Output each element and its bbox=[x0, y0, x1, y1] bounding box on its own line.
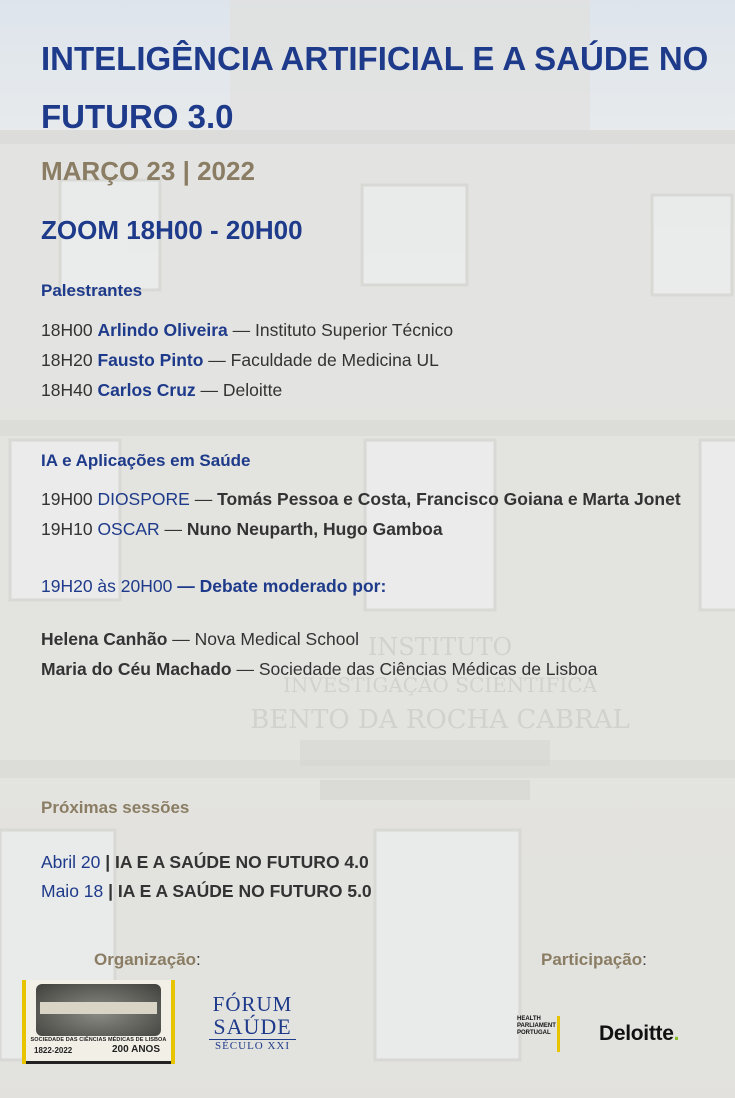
scm-lisboa-logo bbox=[22, 980, 175, 1064]
organizacao-text: Organização bbox=[94, 950, 197, 969]
moderator-org: Sociedade das Ciências Médicas de Lisboa bbox=[258, 659, 598, 679]
moderator-row bbox=[41, 659, 597, 680]
project-row bbox=[41, 519, 443, 540]
forum-logo-line3: SÉCULO XXI bbox=[214, 1040, 291, 1052]
deloitte-logo bbox=[599, 1022, 679, 1046]
event-date: MARÇO 23 | 2022 bbox=[41, 156, 255, 186]
separator: — bbox=[159, 519, 187, 539]
separator: — bbox=[231, 659, 259, 679]
scm-logo-text: SOCIEDADE DAS CIÊNCIAS MÉDICAS DE LISBOA bbox=[30, 1037, 167, 1043]
event-zoom-time: ZOOM 18H00 - 20H00 bbox=[41, 215, 303, 245]
scm-logo-anos: 200 ANOS bbox=[112, 1044, 160, 1055]
speaker-time: 18H00 bbox=[41, 320, 98, 340]
speaker-time: 18H40 bbox=[41, 380, 98, 400]
speaker-name: Arlindo Oliveira bbox=[97, 320, 228, 340]
speaker-org: Deloitte bbox=[222, 380, 283, 400]
deloitte-dot: . bbox=[673, 1022, 680, 1045]
next-session-title: IA E A SAÚDE NO FUTURO 4.0 bbox=[114, 852, 369, 872]
hp-logo-line1: HEALTH bbox=[517, 1016, 541, 1022]
separator: | bbox=[100, 852, 115, 872]
participacao-label bbox=[541, 950, 647, 970]
colon: : bbox=[196, 950, 201, 969]
speaker-row bbox=[41, 380, 282, 401]
health-parliament-logo bbox=[517, 1016, 563, 1054]
debate-line bbox=[41, 576, 386, 597]
scm-logo-years: 1822-2022 bbox=[34, 1046, 73, 1055]
project-name: DIOSPORE bbox=[97, 489, 190, 509]
speaker-time: 18H20 bbox=[41, 350, 98, 370]
organizacao-label bbox=[94, 950, 201, 970]
moderator-name: Maria do Céu Machado bbox=[41, 659, 232, 679]
event-title: INTELIGÊNCIA ARTIFICIAL E A SAÚDE NO FUTURO 3.0 bbox=[41, 40, 709, 135]
next-session-row bbox=[41, 881, 372, 902]
speaker-name: Carlos Cruz bbox=[97, 380, 196, 400]
hp-logo-text bbox=[517, 1016, 556, 1037]
project-people: Tomás Pessoa e Costa, Francisco Goiana e Marta Jonet bbox=[217, 489, 681, 509]
separator: | bbox=[103, 881, 118, 901]
project-name: OSCAR bbox=[97, 519, 160, 539]
forum-logo-line1: FÓRUM bbox=[212, 992, 293, 1016]
scm-logo-bar bbox=[26, 1061, 171, 1064]
project-people: Nuno Neuparth, Hugo Gamboa bbox=[186, 519, 443, 539]
project-time: 19H00 bbox=[41, 489, 98, 509]
speaker-org: Instituto Superior Técnico bbox=[254, 320, 454, 340]
separator: — bbox=[189, 489, 218, 509]
moderator-org: Nova Medical School bbox=[194, 629, 360, 649]
separator: — bbox=[167, 629, 195, 649]
next-session-date: Maio 18 bbox=[41, 881, 104, 901]
debate-time: 19H20 às 20H00 bbox=[41, 576, 173, 596]
ribbon-icon bbox=[40, 1002, 157, 1014]
next-session-title: IA E A SAÚDE NO FUTURO 5.0 bbox=[117, 881, 372, 901]
ia-heading: IA e Aplicações em Saúde bbox=[41, 451, 251, 470]
project-time: 19H10 bbox=[41, 519, 98, 539]
proximas-heading: Próximas sessões bbox=[41, 798, 190, 817]
forum-logo-line2: SAÚDE bbox=[213, 1014, 292, 1039]
hp-logo-bar bbox=[557, 1016, 560, 1052]
debate-label: — Debate moderado por: bbox=[172, 576, 387, 596]
separator: — bbox=[227, 320, 255, 340]
forum-saude-logo bbox=[205, 992, 300, 1056]
speaker-row bbox=[41, 350, 439, 371]
speaker-org: Faculdade de Medicina UL bbox=[230, 350, 439, 370]
moderator-row bbox=[41, 629, 359, 650]
next-session-date: Abril 20 bbox=[41, 852, 101, 872]
participacao-text: Participação bbox=[541, 950, 643, 969]
project-row bbox=[41, 489, 681, 510]
deloitte-wordmark: Deloitte bbox=[599, 1022, 674, 1045]
speaker-row bbox=[41, 320, 453, 341]
hp-logo-line2: PARLIAMENT bbox=[517, 1023, 556, 1029]
hp-logo-line3: PORTUGAL bbox=[517, 1030, 551, 1036]
speaker-name: Fausto Pinto bbox=[97, 350, 204, 370]
moderator-name: Helena Canhão bbox=[41, 629, 168, 649]
separator: — bbox=[195, 380, 223, 400]
separator: — bbox=[203, 350, 231, 370]
next-session-row bbox=[41, 852, 369, 873]
palestrantes-heading: Palestrantes bbox=[41, 281, 143, 300]
colon: : bbox=[642, 950, 647, 969]
